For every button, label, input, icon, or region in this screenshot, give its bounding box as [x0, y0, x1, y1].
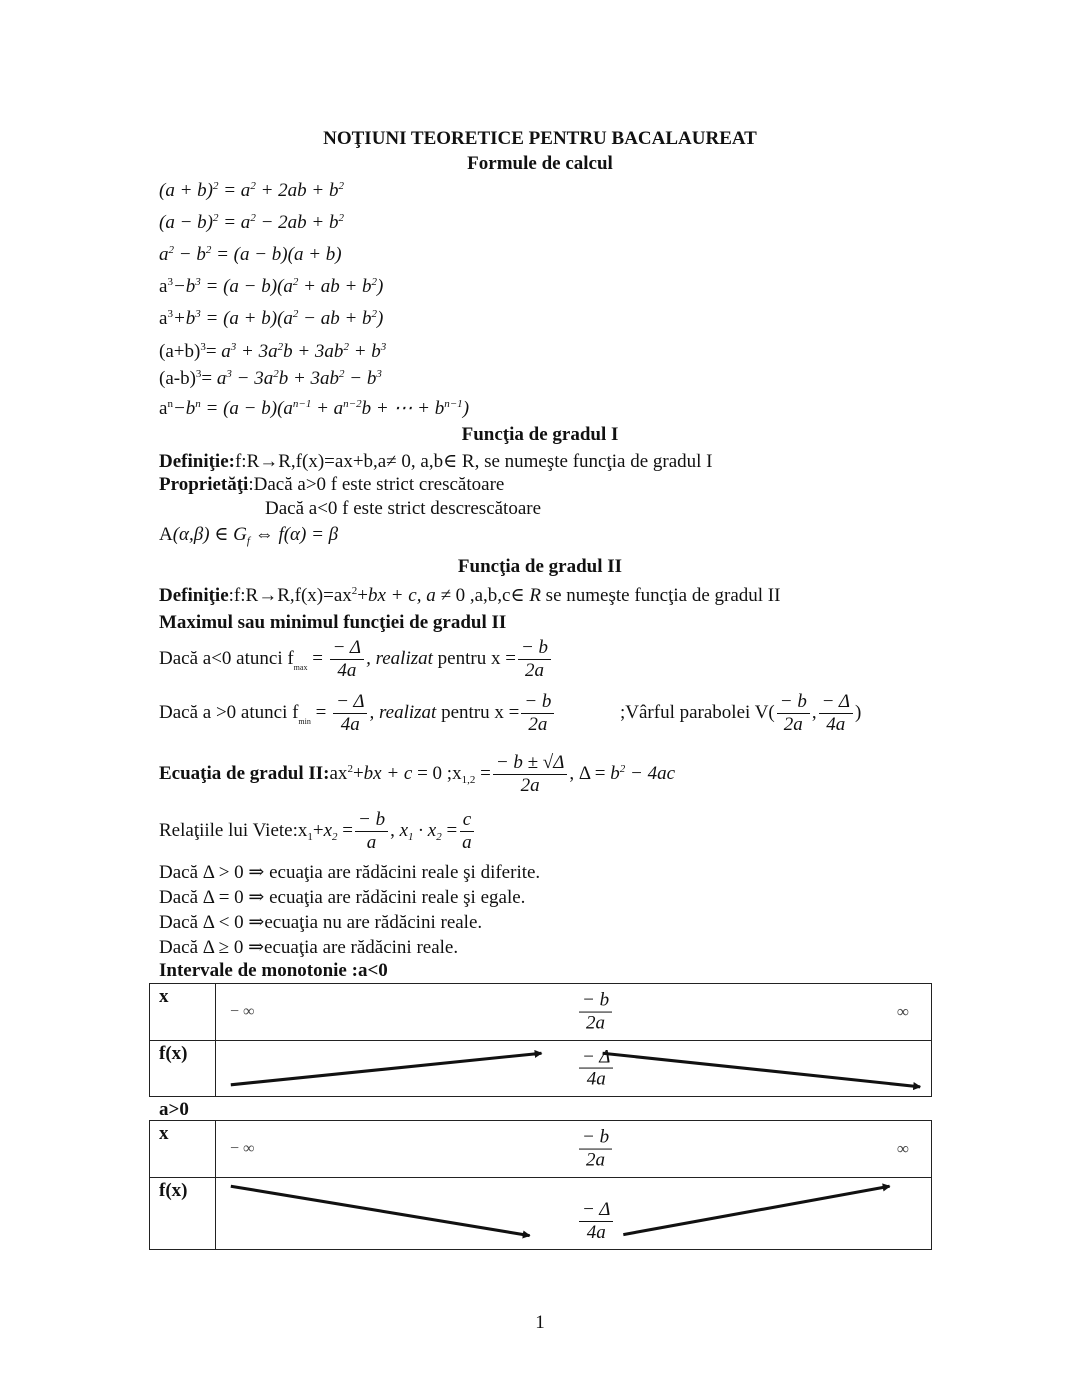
fraction [819, 692, 853, 735]
properties-label: Proprietăţi [159, 474, 249, 495]
formula-sum-cubes: $a^3+b^3 = (a + b)(a^2$ − ab + $b^2$) [159, 308, 384, 329]
formula-diff-squares: $a^2 - b^2 = (a - b)(a + b)$ [159, 244, 342, 265]
page-number: 1 [535, 1312, 545, 1333]
max-line: Dacă a<0 atunci $f_{max}$ = $\frac{- \Delta}{4a}$ , realizat pentru x = $\frac{- b}{2a}$ [159, 638, 553, 681]
denominator: 2a [783, 713, 803, 735]
min-prefix: Dacă a >0 atunci f [159, 701, 299, 723]
linear-property-2: Dacă a<0 f este strict descrescătoare [265, 498, 542, 519]
numerator: − Δ [330, 638, 364, 660]
linear-property-1 [159, 474, 504, 496]
case-delta-negative: Dacă Δ < 0 ⇒ecuaţia nu are rădăcini reale. [159, 912, 483, 933]
fraction [777, 692, 810, 735]
max-prefix: Dacă a<0 atunci f [159, 647, 294, 669]
numerator: − Δ [579, 1200, 613, 1222]
vertex-prefix: ;Vârful parabolei V( [620, 701, 775, 723]
viete-relations: Relaţiile lui $Viete:x_1+x_2$ = $\frac{- b}{a}$ , $x_1 \cdot x_2$ = $\frac{c}{a}$ [159, 810, 477, 853]
x-row-cell [216, 1121, 932, 1178]
extreme-heading: Maximul sau minimul funcţiei de gradul II [159, 612, 507, 633]
decreasing-then-increasing-arrows-icon [216, 1178, 931, 1249]
fraction [330, 638, 364, 681]
denominator: 2a [524, 659, 544, 681]
vertex-x-fraction [579, 1128, 612, 1171]
vertex-suffix: ) [854, 701, 862, 723]
denominator: 4a [340, 713, 360, 735]
roots-fraction [493, 753, 568, 796]
denominator: 2a [520, 774, 540, 796]
quadratic-equation: Ecuaţia de gradul $II:ax^2+bx + c = 0$ $;x_{1,2}$ = $\frac{- b \pm √\Delta}{2a}$ , $\Delta = b^2 - 4ac$ [159, 752, 676, 796]
vertex-x-fraction [579, 991, 612, 1034]
row-label-fx: f(x) [150, 1041, 216, 1097]
monotony-heading: Intervale de monotonie :a<0 [159, 960, 388, 981]
page-title: NOŢIUNI TEORETICE PENTRU BACALAUREAT [323, 128, 757, 149]
x-row-cell [216, 984, 932, 1041]
denominator: 2a [586, 1012, 606, 1034]
neg-infinity: − ∞ [230, 1003, 255, 1020]
vertex-formula: ;Vârful parabolei V( $\frac{- b}{2a}$ , $\frac{- \Delta}{4a}$ ) [620, 691, 862, 735]
equation-label: Ecuaţia de gradul II: [159, 762, 330, 784]
fx-row-cell [216, 1041, 932, 1097]
numerator: − Δ [333, 692, 367, 714]
pos-infinity: ∞ [896, 1139, 909, 1158]
numerator: − b [777, 692, 810, 714]
fraction [518, 638, 551, 681]
pos-infinity: ∞ [896, 1002, 909, 1021]
numerator: − b [355, 810, 388, 832]
numerator: − Δ [579, 1047, 613, 1069]
case-delta-nonnegative: Dacă Δ ≥ 0 ⇒ecuaţia are rădăcini reale. [159, 937, 459, 958]
numerator: c [460, 810, 474, 832]
row-label-fx: f(x) [150, 1178, 216, 1250]
row-label-x: x [150, 1121, 216, 1178]
fx-row-cell [216, 1178, 932, 1250]
section-heading-formulas: Formule de calcul [467, 153, 613, 174]
section-heading-linear: Funcţia de gradul I [461, 424, 619, 445]
denominator: a [366, 831, 377, 853]
neg-infinity: − ∞ [230, 1140, 255, 1157]
fraction [521, 692, 554, 735]
formula-square-diff: $(a - b)^2 = a^2 - 2ab + b^2$ [159, 212, 344, 233]
formula-square-sum: $(a + b)^2 = a^2 + 2ab + b^2$ [159, 180, 344, 201]
numerator: − b ± √Δ [493, 753, 568, 775]
min-sub: min [298, 716, 311, 726]
numerator: − Δ [819, 692, 853, 714]
property-text: :Dacă a>0 f este strict crescătoare [248, 474, 505, 495]
denominator: 4a [586, 1069, 606, 1090]
fraction [355, 810, 388, 853]
max-sub: max [293, 662, 308, 672]
denominator: 2a [586, 1149, 606, 1171]
denominator: 4a [337, 659, 357, 681]
second-table-label: a>0 [159, 1099, 189, 1120]
numerator: − b [521, 692, 554, 714]
row-label-x: x [150, 984, 216, 1041]
quadratic-definition: $Definiţie:f:R\to R,f(x)=ax^2+bx + c$, a ≠ 0 ,a,b,c∈ R se numeşte funcţia de gradul II [159, 585, 781, 606]
monotony-table-a-negative [149, 983, 932, 1097]
formula-power-diff: $a^n-b^n = (a - b)(a^{n-1} + a^{n-2}b$ + ⋯ + $b^{n-1}$) [159, 398, 470, 419]
denominator: 4a [826, 713, 846, 735]
fraction [333, 692, 367, 735]
numerator: − b [518, 638, 551, 660]
denominator: a [462, 831, 472, 853]
numerator: − b [579, 1128, 612, 1150]
formula-cube-diff: $(a-b)^3= a^3 - 3a^2b + 3ab^2 - b^3$ [159, 368, 382, 389]
definition-label: Definiţie: [159, 451, 235, 472]
graph-rule: A(α,β) ∈ $G_f$ ⇔ f(α) = β [159, 524, 339, 547]
linear-definition [159, 450, 713, 473]
fraction [459, 810, 475, 853]
denominator: 4a [586, 1221, 606, 1243]
formula-diff-cubes: $a^3-b^3 = (a - b)(a^2$ + ab + $b^2$) [159, 276, 384, 297]
min-line: Dacă a >0 atunci $f_{min}$ = $\frac{- \Delta}{4a}$ , realizat pentru x = $\frac{- b}{2a}$ [159, 692, 556, 735]
formula-cube-sum: $(a+b)^3= a^3 + 3a^2b + 3ab^2 + b^3$ [159, 341, 387, 362]
increasing-then-decreasing-arrows-icon [216, 1041, 931, 1096]
section-heading-quadratic: Funcţia de gradul II [457, 556, 623, 577]
case-delta-zero: Dacă Δ = 0 ⇒ ecuaţia are rădăcini reale şi egale. [159, 887, 526, 908]
monotony-table-a-positive [149, 1120, 932, 1250]
definition-text: f:R→R,f(x)=ax+b,a≠ 0, a,b∈ R, se numeşte funcţia de gradul I [234, 451, 713, 472]
case-delta-positive: Dacă Δ > 0 ⇒ ecuaţia are rădăcini reale şi diferite. [159, 862, 541, 883]
numerator: − b [579, 991, 612, 1013]
denominator: 2a [528, 713, 548, 735]
definition-label: Definiţie [159, 585, 229, 606]
